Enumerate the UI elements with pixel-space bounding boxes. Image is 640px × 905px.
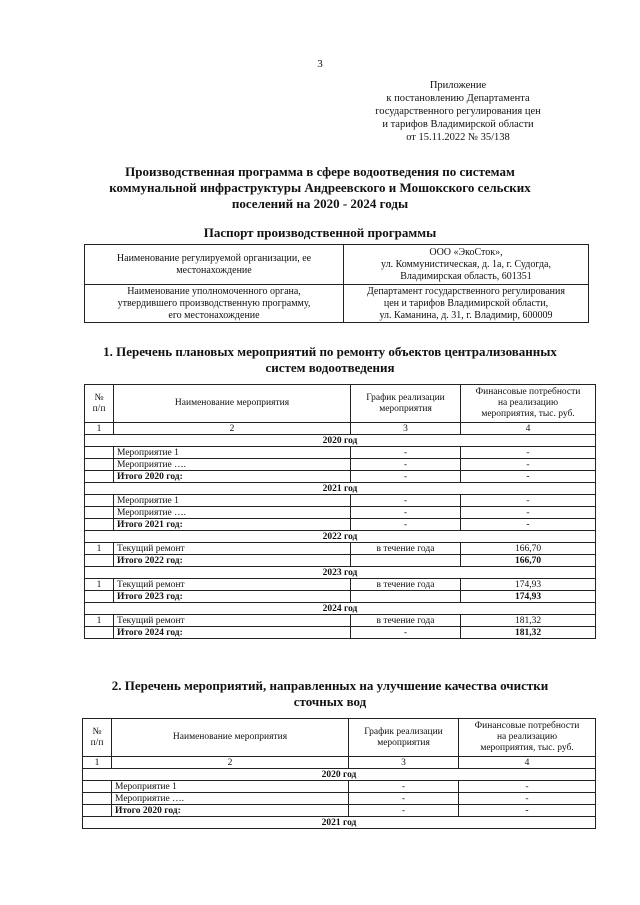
total-schedule: -	[351, 627, 461, 639]
row-name: Мероприятие ….	[114, 459, 351, 471]
title-line: 1. Перечень плановых мероприятий по ремонту объектов централизованных	[103, 344, 557, 359]
table-row	[85, 495, 596, 507]
row-no	[85, 507, 114, 519]
total-label: Итого 2023 год:	[114, 591, 351, 603]
section2-table	[82, 718, 596, 829]
title-line: 2. Перечень мероприятий, направленных на улучшение качества очистки	[111, 678, 549, 693]
table-row	[85, 615, 596, 627]
year-label: 2021 год	[85, 483, 596, 495]
total-row	[85, 627, 596, 639]
passport-row	[85, 285, 589, 323]
row-schedule: -	[351, 507, 461, 519]
header-finance	[459, 719, 596, 757]
text-line: Департамент государственного регулирования	[366, 285, 565, 297]
total-row	[85, 519, 596, 531]
row-schedule: в течение года	[351, 615, 461, 627]
header-schedule	[349, 719, 459, 757]
text-line: Финансовые потребности	[474, 721, 580, 731]
text-line: местонахождение	[176, 264, 252, 276]
text-line: на реализацию	[497, 398, 559, 408]
row-no: 1	[85, 615, 114, 627]
column-number: 2	[112, 757, 349, 769]
header-schedule	[351, 385, 461, 423]
table-row	[83, 793, 596, 805]
total-row	[85, 555, 596, 567]
header-finance	[461, 385, 596, 423]
appendix-line: Приложение	[429, 80, 487, 91]
section2-title	[60, 678, 600, 710]
table-row	[85, 459, 596, 471]
text-line: №	[92, 726, 102, 737]
header-name: Наименование мероприятия	[114, 385, 351, 423]
year-row	[85, 531, 596, 543]
text-line: №	[94, 392, 104, 403]
total-schedule	[351, 591, 461, 603]
row-amount: -	[461, 459, 596, 471]
appendix-line: и тарифов Владимирской области	[382, 119, 534, 130]
row-schedule: -	[351, 495, 461, 507]
row-no: 1	[85, 579, 114, 591]
total-label: Итого 2021 год:	[114, 519, 351, 531]
total-amount: -	[461, 471, 596, 483]
column-number: 3	[349, 757, 459, 769]
row-amount: 174,93	[461, 579, 596, 591]
total-schedule: -	[351, 519, 461, 531]
total-row	[85, 591, 596, 603]
text-line: Наименование уполномоченного органа,	[127, 285, 301, 297]
text-line: на реализацию	[496, 732, 558, 742]
appendix-line: от 15.11.2022 № 35/138	[406, 132, 510, 143]
row-schedule: в течение года	[351, 579, 461, 591]
total-amount: -	[459, 805, 596, 817]
passport-row	[85, 245, 589, 285]
text-line: п/п	[92, 403, 106, 414]
row-amount: -	[459, 793, 596, 805]
column-number: 3	[351, 423, 461, 435]
total-no	[85, 519, 114, 531]
row-name: Мероприятие 1	[114, 447, 351, 459]
total-amount: 166,70	[461, 555, 596, 567]
row-name: Мероприятие ….	[114, 507, 351, 519]
text-line: ул. Коммунистическая, д. 1а, г. Судогда,	[381, 258, 551, 270]
total-amount: -	[461, 519, 596, 531]
text-line: п/п	[90, 737, 104, 748]
year-label: 2020 год	[83, 769, 596, 781]
column-number-row	[85, 423, 596, 435]
row-schedule: в течение года	[351, 543, 461, 555]
row-name: Текущий ремонт	[114, 579, 351, 591]
header-name: Наименование мероприятия	[112, 719, 349, 757]
row-name: Мероприятие 1	[114, 495, 351, 507]
appendix-block	[338, 79, 578, 144]
year-row	[85, 603, 596, 615]
total-schedule	[351, 555, 461, 567]
title-line: поселений на 2020 - 2024 годы	[231, 196, 409, 211]
row-no	[83, 793, 112, 805]
table-row	[85, 543, 596, 555]
year-label: 2023 год	[85, 567, 596, 579]
column-number: 2	[114, 423, 351, 435]
text-line: мероприятия	[377, 737, 430, 748]
page-number: 3	[317, 58, 323, 70]
row-name: Текущий ремонт	[114, 543, 351, 555]
appendix-line: к постановлению Департамента	[386, 93, 530, 104]
row-amount: -	[459, 781, 596, 793]
text-line: мероприятия, тыс. руб.	[480, 743, 574, 753]
text-line: цен и тарифов Владимирской области,	[383, 297, 549, 309]
row-name: Текущий ремонт	[114, 615, 351, 627]
year-row	[83, 817, 596, 829]
table-header-row	[83, 719, 596, 757]
total-amount: 174,93	[461, 591, 596, 603]
title-line: сточных вод	[293, 694, 367, 709]
passport-label	[85, 245, 344, 285]
header-no	[83, 719, 112, 757]
row-no: 1	[85, 543, 114, 555]
year-label: 2022 год	[85, 531, 596, 543]
row-no	[83, 781, 112, 793]
year-row	[85, 483, 596, 495]
row-no	[85, 459, 114, 471]
text-line: утвердившего производственную программу,	[117, 297, 311, 309]
row-amount: 166,70	[461, 543, 596, 555]
total-label: Итого 2022 год:	[114, 555, 351, 567]
row-no	[85, 495, 114, 507]
text-line: ООО «ЭкоСток»,	[429, 246, 503, 258]
passport-value	[344, 285, 589, 323]
total-schedule: -	[349, 805, 459, 817]
total-label: Итого 2020 год:	[112, 805, 349, 817]
row-amount: -	[461, 507, 596, 519]
column-number: 1	[85, 423, 114, 435]
row-name: Мероприятие 1	[112, 781, 349, 793]
year-label: 2020 год	[85, 435, 596, 447]
title-line: Производственная программа в сфере водоотведения по системам	[125, 164, 515, 179]
total-label: Итого 2024 год:	[114, 627, 351, 639]
total-no	[85, 627, 114, 639]
total-row	[83, 805, 596, 817]
text-line: Наименование регулируемой организации, ее	[116, 252, 312, 264]
row-schedule: -	[351, 447, 461, 459]
total-no	[85, 555, 114, 567]
table-row	[85, 579, 596, 591]
table-row	[83, 781, 596, 793]
year-row	[85, 567, 596, 579]
year-row	[85, 435, 596, 447]
passport-label	[85, 285, 344, 323]
total-row	[85, 471, 596, 483]
text-line: Финансовые потребности	[475, 387, 581, 397]
total-amount: 181,32	[461, 627, 596, 639]
text-line: График реализации	[366, 392, 445, 403]
row-no	[85, 447, 114, 459]
passport-value	[344, 245, 589, 285]
row-amount: 181,32	[461, 615, 596, 627]
table-row	[85, 507, 596, 519]
passport-title: Паспорт производственной программы	[203, 225, 437, 240]
row-schedule: -	[349, 781, 459, 793]
row-amount: -	[461, 447, 596, 459]
text-line: мероприятия	[379, 403, 432, 414]
table-header-row	[85, 385, 596, 423]
column-number: 1	[83, 757, 112, 769]
column-number: 4	[459, 757, 596, 769]
year-label: 2024 год	[85, 603, 596, 615]
row-name: Мероприятие ….	[112, 793, 349, 805]
section1-table	[84, 384, 596, 639]
passport-table	[84, 244, 589, 323]
text-line: мероприятия, тыс. руб.	[481, 409, 575, 419]
title-line: коммунальной инфраструктуры Андреевского и Мошокского сельских	[109, 180, 531, 195]
column-number-row	[83, 757, 596, 769]
total-schedule: -	[351, 471, 461, 483]
document-title	[60, 164, 580, 212]
row-schedule: -	[351, 459, 461, 471]
header-no	[85, 385, 114, 423]
title-line: систем водоотведения	[265, 360, 395, 375]
table-row	[85, 447, 596, 459]
year-label: 2021 год	[83, 817, 596, 829]
row-amount: -	[461, 495, 596, 507]
year-row	[83, 769, 596, 781]
text-line: ул. Каманина, д. 31, г. Владимир, 600009	[379, 309, 553, 321]
total-no	[85, 591, 114, 603]
text-line: Владимирская область, 601351	[400, 270, 532, 282]
total-no	[85, 471, 114, 483]
text-line: График реализации	[364, 726, 443, 737]
text-line: его местонахождение	[168, 309, 260, 321]
column-number: 4	[461, 423, 596, 435]
total-label: Итого 2020 год:	[114, 471, 351, 483]
row-schedule: -	[349, 793, 459, 805]
appendix-line: государственного регулирования цен	[375, 106, 541, 117]
section1-title	[60, 344, 600, 376]
total-no	[83, 805, 112, 817]
